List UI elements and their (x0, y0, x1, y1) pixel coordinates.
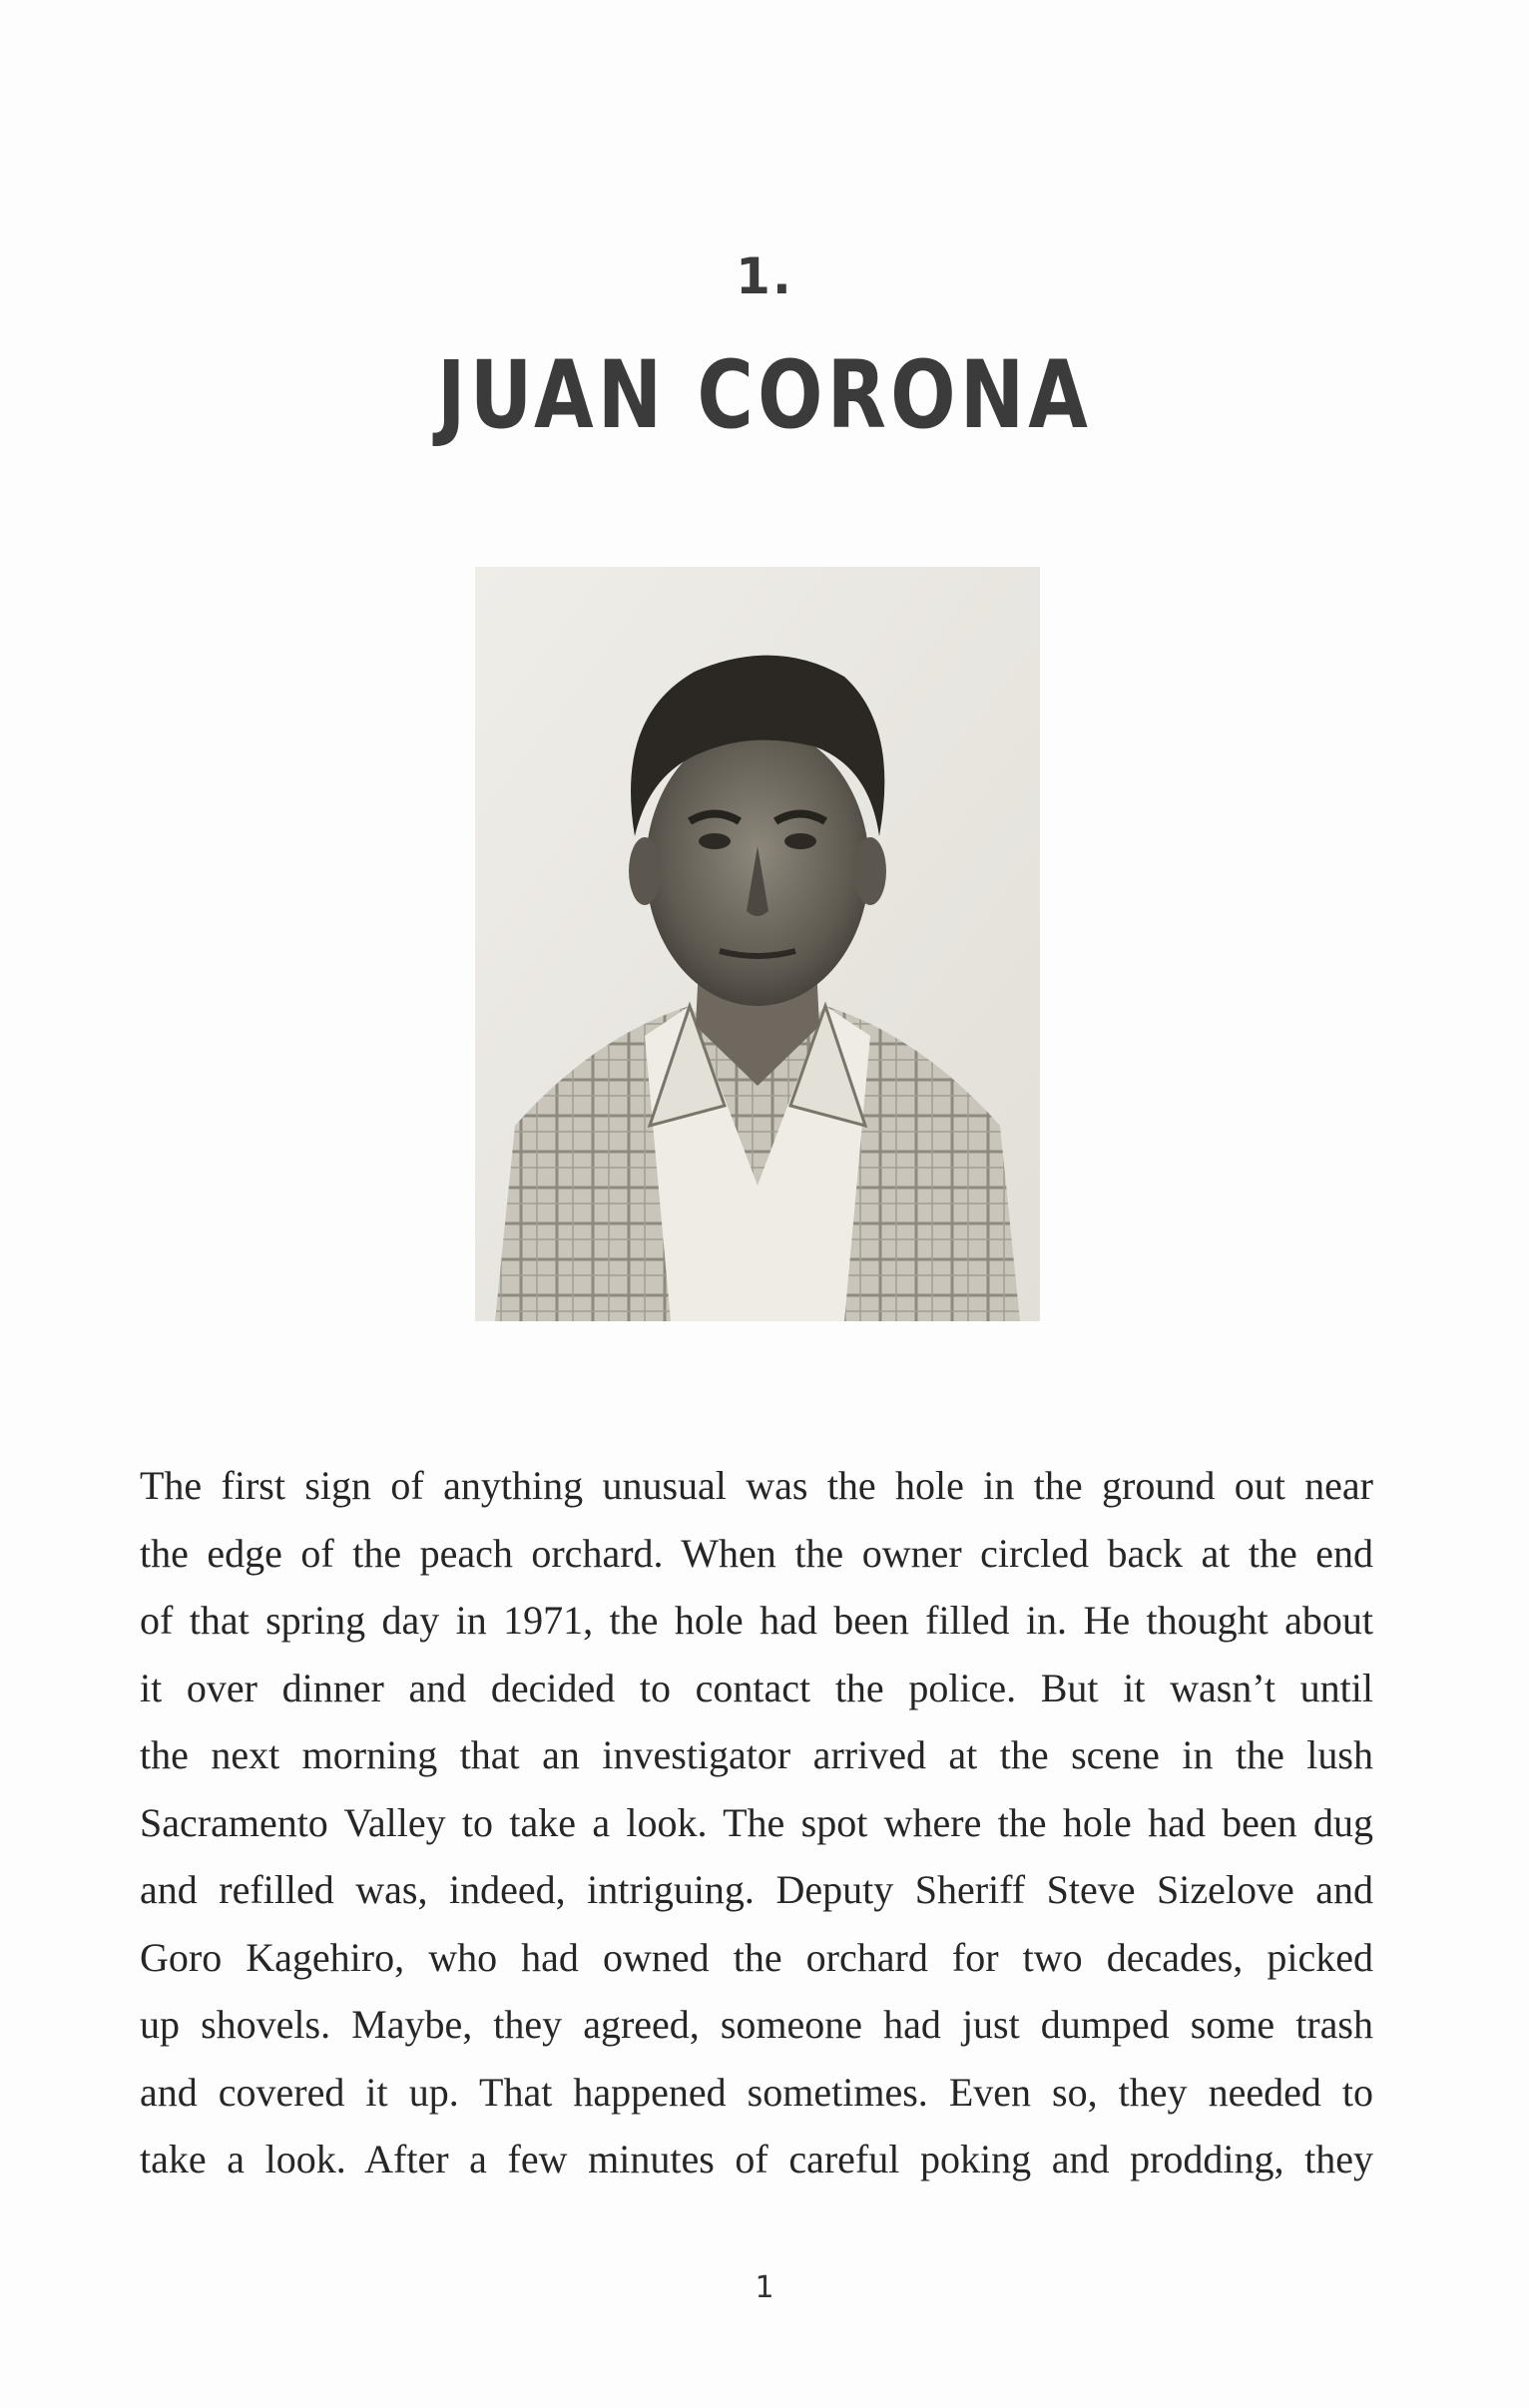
text-line: the next morning that an investigator arrived at the scene in the lush (140, 1732, 1373, 1777)
text-line: Goro Kagehiro, who had owned the orchard for two decades, picked (140, 1934, 1373, 1980)
text-line: of that spring day in 1971, the hole had been filled in. He thought about (140, 1598, 1373, 1643)
text-line: up shovels. Maybe, they agreed, someone had just dumped some trash (140, 2002, 1373, 2047)
page-number: 1 (755, 2270, 774, 2305)
body-paragraph (140, 1452, 1373, 2193)
text-line: Sacramento Valley to take a look. The spot where the hole had been dug (140, 1799, 1373, 1845)
portrait-photo (475, 567, 1040, 1321)
text-line: and refilled was, indeed, intriguing. Deputy Sheriff Steve Sizelove and (140, 1867, 1373, 1912)
chapter-number: 1. (736, 247, 793, 305)
text-line: it over dinner and decided to contact the police. But it wasn’t until (140, 1665, 1373, 1710)
text-line: the edge of the peach orchard. When the owner circled back at the end (140, 1530, 1373, 1576)
text-line: and covered it up. That happened sometimes. Even so, they needed to (140, 2069, 1373, 2115)
text-line: take a look. After a few minutes of careful poking and prodding, they (140, 2137, 1373, 2181)
text-line: The first sign of anything unusual was the hole in the ground out near (140, 1463, 1373, 1508)
portrait-illustration (475, 567, 1040, 1321)
chapter-title: JUAN CORONA (436, 341, 1093, 450)
